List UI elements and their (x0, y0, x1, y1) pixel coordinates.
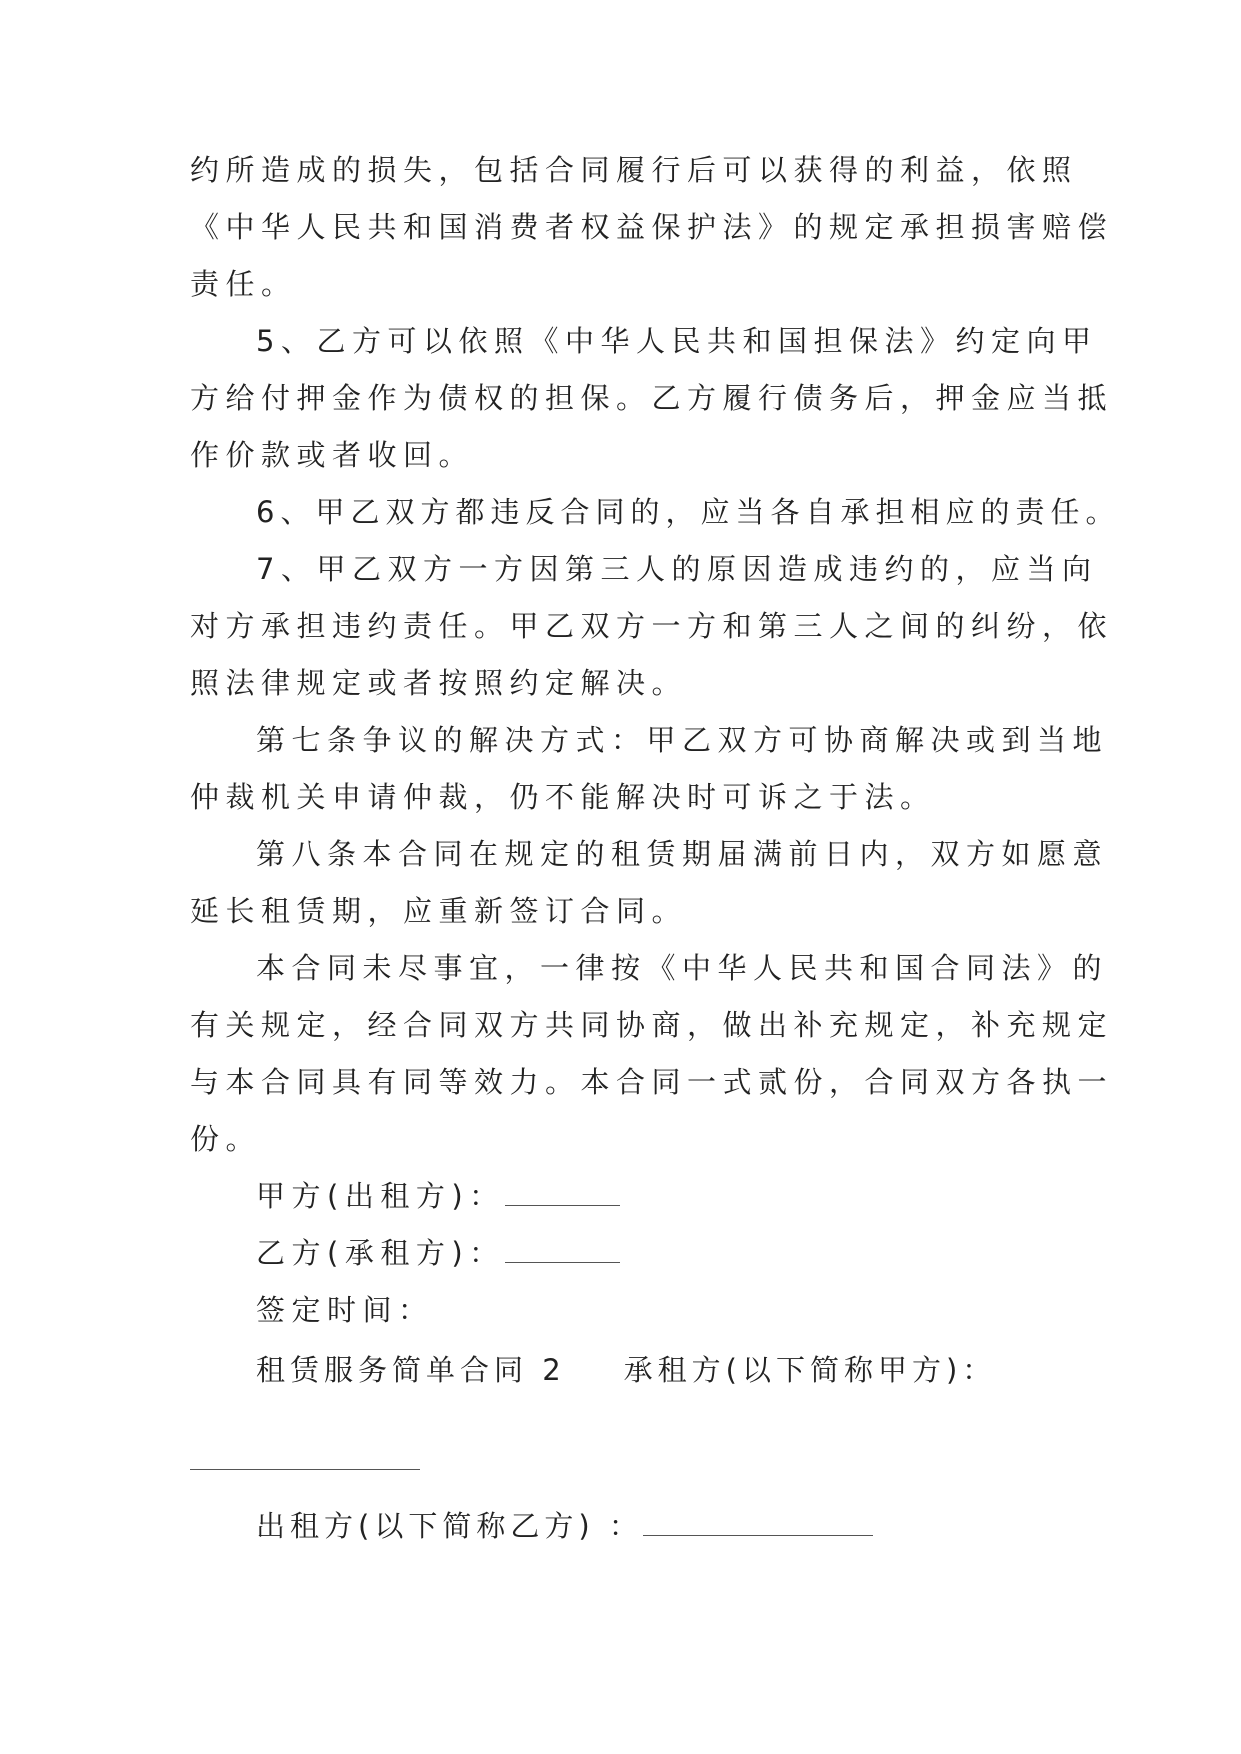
text-line: 第七条争议的解决方式：甲乙双方可协商解决或到当地 (256, 723, 1109, 757)
text-line: 《中华人民共和国消费者权益保护法》的规定承担损害赔偿 (190, 210, 1114, 244)
party-a-label: 甲方(出租方)： (256, 1179, 505, 1213)
text-line: 仲裁机关申请仲裁，仍不能解决时可诉之于法。 (190, 780, 936, 814)
text-line: 有关规定，经合同双方共同协商，做出补充规定，补充规定 (190, 1008, 1114, 1042)
text-line: 6、甲乙双方都违反合同的，应当各自承担相应的责任。 (256, 495, 1121, 529)
text-line: 约所造成的损失，包括合同履行后可以获得的利益，依照 (190, 153, 1078, 187)
party-a-blank (505, 1181, 620, 1206)
text-line: 方给付押金作为债权的担保。乙方履行债务后，押金应当抵 (190, 381, 1114, 415)
text-line: 照法律规定或者按照约定解决。 (190, 666, 688, 700)
text-line: 7、甲乙双方一方因第三人的原因造成违约的，应当向 (256, 552, 1098, 586)
text-line: 与本合同具有同等效力。本合同一式贰份，合同双方各执一 (190, 1065, 1114, 1099)
text-line: 作价款或者收回。 (190, 438, 475, 472)
signing-time: 签定时间： (256, 1293, 434, 1327)
text-line: 延长租赁期，应重新签订合同。 (190, 894, 688, 928)
lessee-blank (190, 1469, 420, 1470)
text-line: 本合同未尽事宜，一律按《中华人民共和国合同法》的 (256, 951, 1109, 985)
lessee-label: 承租方(以下简称甲方)： (623, 1353, 997, 1387)
next-contract-header (256, 1350, 1096, 1390)
lessor-blank (643, 1511, 873, 1536)
party-b-signature (256, 1233, 1076, 1273)
text-line: 份。 (190, 1122, 262, 1156)
party-b-label: 乙方(承租方)： (256, 1236, 505, 1270)
contract-title: 租赁服务简单合同 2 (256, 1353, 566, 1387)
party-a-signature (256, 1176, 1076, 1216)
text-line: 责任。 (190, 267, 297, 301)
text-line: 第八条本合同在规定的租赁期届满前日内，双方如愿意 (256, 837, 1109, 871)
text-line: 对方承担违约责任。甲乙双方一方和第三人之间的纠纷，依 (190, 609, 1114, 643)
lessor-label: 出租方(以下简称乙方) ： (256, 1509, 643, 1543)
text-line: 5、乙方可以依照《中华人民共和国担保法》约定向甲 (256, 324, 1098, 358)
lessor-line (256, 1506, 1076, 1546)
party-b-blank (505, 1238, 620, 1263)
